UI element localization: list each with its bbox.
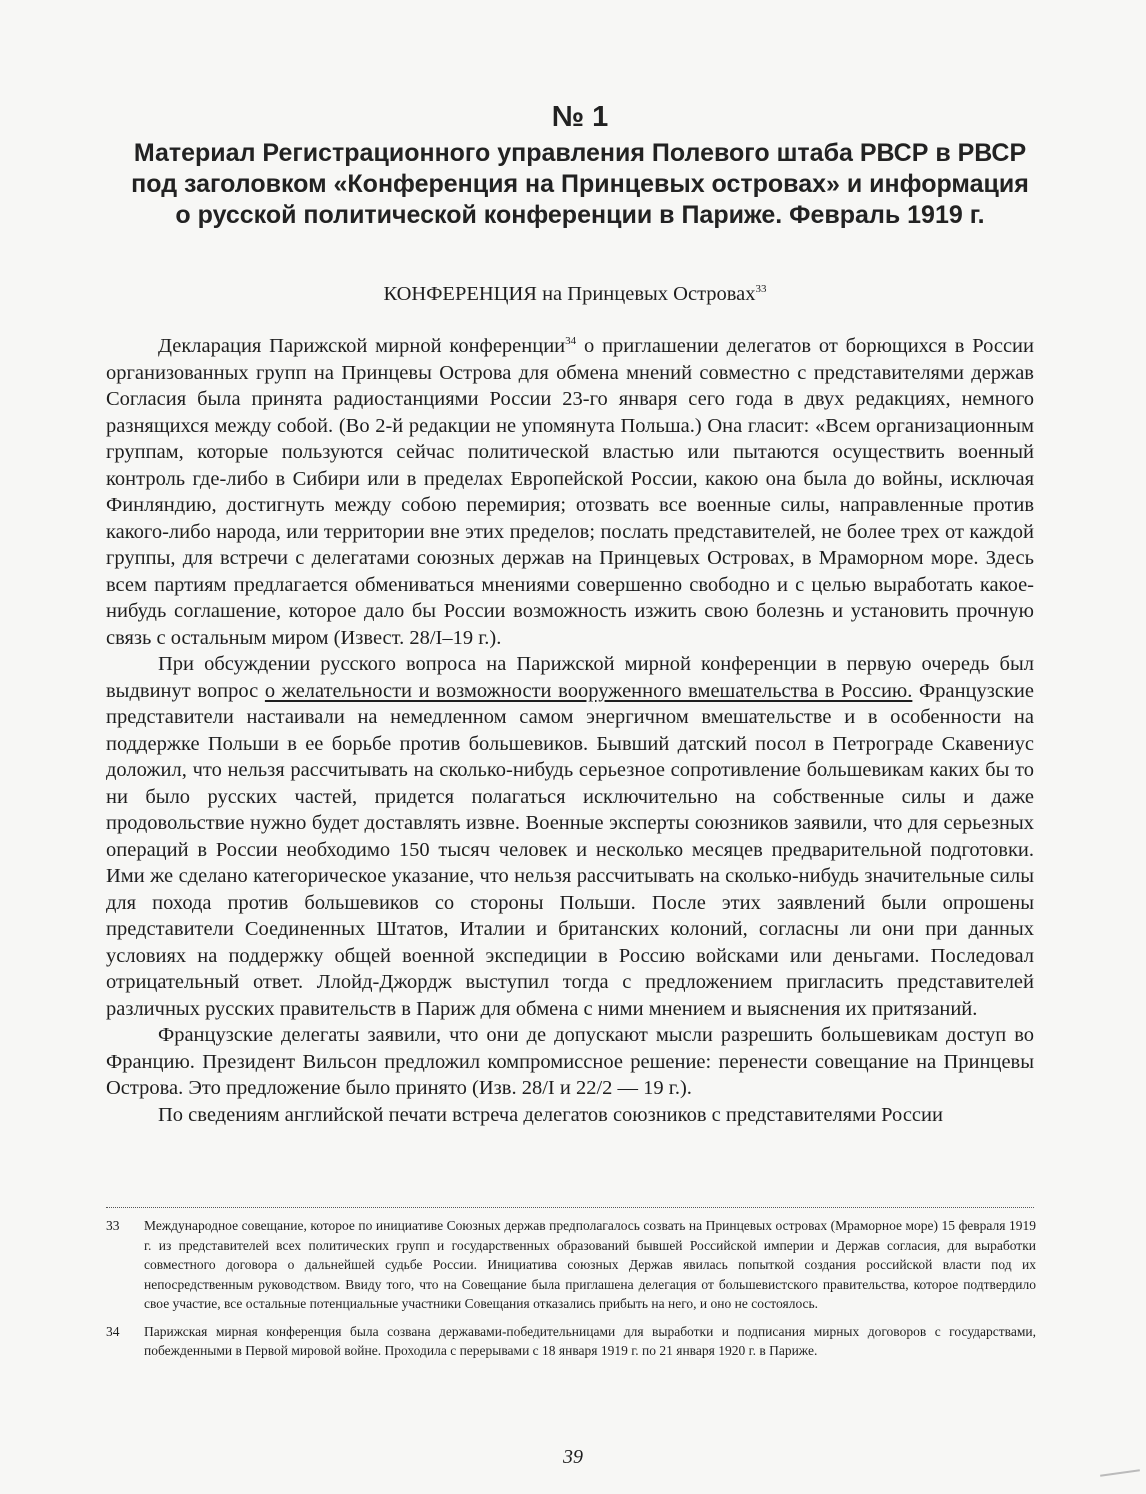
footnote-ref-34: 34 bbox=[565, 335, 577, 348]
paragraph-1-rest: о приглашении делегатов от борющихся в России организованных групп на Принцевы Острова для обмена мнений совместно с представителями держав Согласия была принята радиостанциями России 23-го января сего года в двух редакциях, немного разнящихся между собой. (Во 2-й редакции не упомянута Польша.) Она гласит: «Всем организационным группам, которые пользуются сейчас политической властью или пытаются осуществить военный контроль где-либо в Сибири или в пределах Европейской России, какою она была до войны, исключая Финляндию, достигнуть между собою перемирия; отозвать все военные силы, направленные против какого-либо народа, или территории вне этих пределов; послать представителей, не более трех от каждой группы, для встречи с делегатами союзных держав на Принцевых Островах, в Мраморном море. Здесь всем партиям предлагается обмениваться мнениями совершенно свободно и с целью выработать какое-нибудь соглашение, которое дало бы России возможность изжить свою болезнь и установить прочную связь с остальным миром (Извест. 28/I–19 г.). bbox=[106, 335, 1035, 649]
footnote-33 bbox=[106, 1216, 1036, 1314]
section-heading-text: КОНФЕРЕНЦИЯ на Принцевых Островах bbox=[383, 283, 756, 305]
document-header bbox=[120, 100, 1040, 231]
footnote-text: Парижская мирная конференция была созвана державами-победительницами для выработки и подписания мирных договоров с государствами, побежденными в Первой мировой войне. Проходила с перерывами с 18 января 1919 г. по 21 января 1920 г. в Париже. bbox=[144, 1323, 1036, 1358]
document-body bbox=[106, 333, 1034, 1128]
paragraph-2-start: При обсуждении русского вопроса на Парижской мирной конференции в первую очередь был выдвинут вопрос bbox=[106, 653, 1034, 702]
footnote-ref-33: 33 bbox=[755, 283, 767, 296]
section-heading bbox=[100, 280, 1050, 308]
document-number: № 1 bbox=[551, 101, 609, 133]
scan-edge-mark bbox=[1100, 1469, 1140, 1477]
footnotes bbox=[106, 1216, 1036, 1369]
paragraph-2 bbox=[106, 651, 1034, 1022]
title-line: под заголовком «Конференция на Принцевых островах» и информация bbox=[131, 170, 1029, 198]
title-line: Материал Регистрационного управления Полевого штаба РВСР в РВСР bbox=[133, 139, 1027, 167]
paragraph-4: По сведениям английской печати встреча делегатов союзников с представителями России bbox=[158, 1103, 943, 1126]
document-title bbox=[120, 138, 1040, 231]
paragraph-1-start: Декларация Парижской мирной конференции bbox=[158, 335, 566, 357]
paragraph-2-rest: Французские представители настаивали на немедленном самом энергичном вмешательстве и в особенности на поддержке Польши в ее борьбе против большевиков. Бывший датский посол в Петрограде Скавениус доложил, что нельзя рассчитывать на сколько-нибудь серьезное сопротивление большевикам каких бы то ни было русских частей, придется полагаться исключительно на собственные силы и даже продовольствие нужно будет доставлять извне. Военные эксперты союзников заявили, что для серьезных операций в России необходимо 150 тысяч человек и несколько месяцев предварительной подготовки. Ими же сделано категорическое указание, что нельзя рассчитывать на сколько-нибудь значительные силы для похода против большевиков со стороны Польши. После этих заявлений были опрошены представители Соединенных Штатов, Италии и британских колоний, согласны ли они при данных условиях на поддержку общей военной экспедиции в Россию войсками или деньгами. Последовал отрицательный ответ. Ллойд-Джордж выступил тогда с предложением пригласить представителей различных русских правительств в Париж для обмена с ними мнением и выяснения их притязаний. bbox=[106, 679, 1034, 1020]
title-line: о русской политической конференции в Париже. Февраль 1919 г. bbox=[175, 201, 985, 229]
paragraph-1 bbox=[106, 333, 1034, 651]
underlined-phrase: о желательности и возможности вооруженного вмешательства в Россию. bbox=[264, 679, 913, 702]
footnote-separator bbox=[106, 1207, 1034, 1208]
footnote-34 bbox=[106, 1322, 1036, 1361]
footnote-number: 33 bbox=[106, 1218, 120, 1233]
footnote-text: Международное совещание, которое по инициативе Союзных держав предполагалось созвать на Принцевых островах (Мраморное море) 15 февраля 1919 г. из представителей всех политических групп и государственных образований бывшей Российской империи и Держав согласия, для выработки совместного договора о дальнейшей судьбе России. Инициатива союзных Держав явилась попыткой создания российской власти под их непосредственным руководством. Ввиду того, что на Совещание была приглашена делегация от большевистского правительства, которое подтвердило свое участие, все остальные потенциальные участники Совещания отказались прибыть на него, и оно не состоялось. bbox=[144, 1218, 1036, 1311]
paragraph-3: Французские делегаты заявили, что они де допускают мысли разрешить большевикам доступ во Францию. Президент Вильсон предложил компромиссное решение: перенести совещание на Принцевы Острова. Это предложение было принято (Изв. 28/I и 22/2 — 19 г.). bbox=[106, 1024, 1034, 1099]
footnote-number: 34 bbox=[106, 1323, 120, 1339]
page-number: 39 bbox=[563, 1446, 583, 1468]
